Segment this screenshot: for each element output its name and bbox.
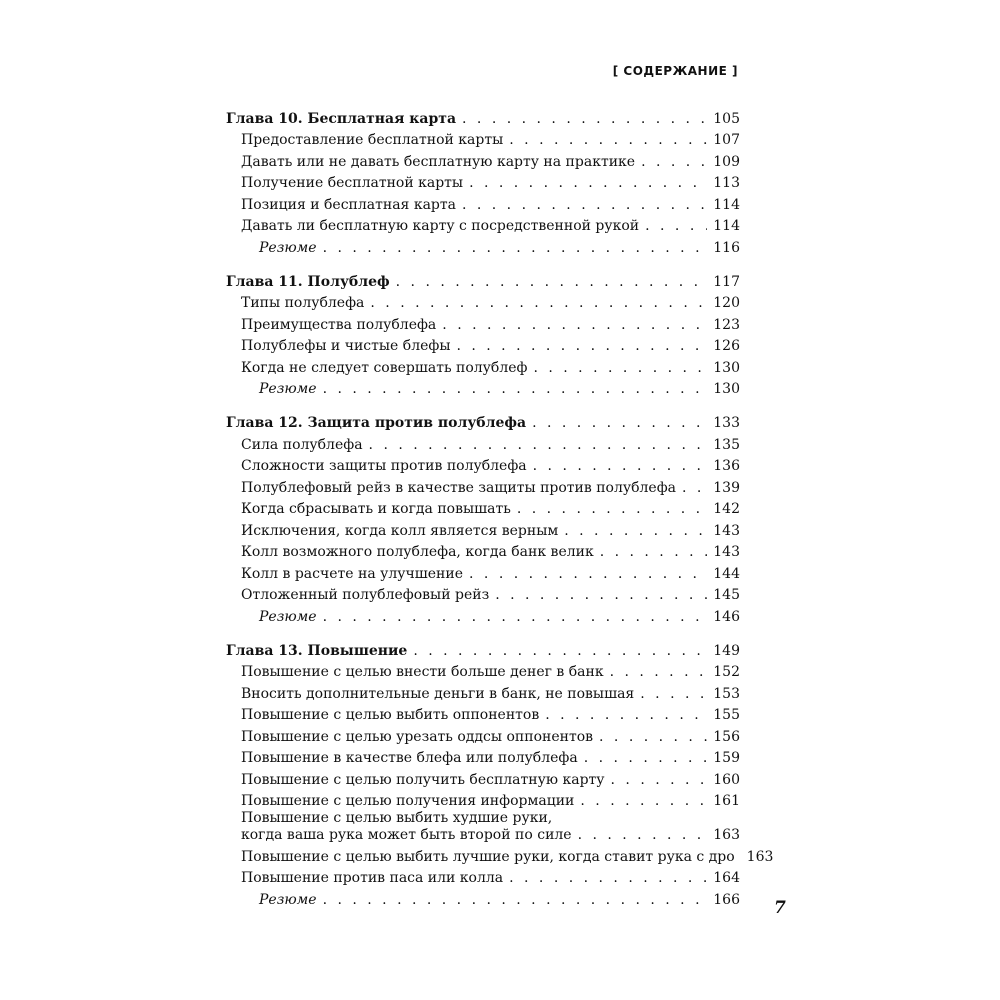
entry-title: Повышение с целью урезать оддсы оппонентов [241, 728, 594, 745]
dot-leader [469, 566, 707, 583]
page-ref: 161 [713, 793, 740, 809]
dot-leader [462, 111, 707, 128]
dot-leader [545, 707, 707, 724]
toc-resume[interactable] [226, 377, 740, 399]
page-ref: 126 [713, 338, 740, 354]
page-ref: 166 [713, 891, 740, 908]
entry-title: Колл в расчете на улучшение [241, 565, 464, 582]
toc-resume[interactable] [226, 235, 740, 257]
dot-leader [509, 870, 707, 887]
toc-entry[interactable] [226, 561, 740, 583]
dot-leader [509, 132, 707, 149]
toc-resume[interactable] [226, 604, 740, 626]
dot-leader [323, 609, 708, 626]
page-ref: 116 [713, 239, 740, 256]
page-ref: 120 [713, 295, 740, 311]
dot-leader [469, 175, 707, 192]
chapter-title: Глава 11. Полублеф [226, 273, 390, 290]
page-ref: 146 [713, 608, 740, 625]
page-ref: 123 [713, 316, 740, 333]
dot-leader [370, 295, 707, 312]
toc-entry[interactable] [226, 746, 740, 768]
entry-title: Повышение с целью выбить оппонентов [241, 707, 540, 723]
toc-entry[interactable] [226, 312, 740, 334]
entry-title: Давать ли бесплатную карту с посредственной рукой [241, 218, 640, 234]
page-ref: 135 [713, 436, 740, 453]
page-ref: 143 [713, 544, 740, 560]
dot-leader [600, 544, 708, 561]
entry-title: Преимущества полублефа [241, 316, 437, 333]
page-ref: 117 [713, 273, 740, 290]
dot-leader [682, 480, 707, 497]
entry-title: Позиция и бесплатная карта [241, 196, 456, 213]
toc-entry[interactable] [226, 497, 740, 519]
toc-entry[interactable] [226, 192, 740, 214]
entry-title: Повышение с целью внести больше денег в банк [241, 664, 604, 680]
dot-leader [323, 892, 708, 909]
dot-leader [564, 523, 707, 540]
page-ref: 143 [713, 522, 740, 539]
entry-title: Давать или не давать бесплатную карту на практике [241, 153, 636, 170]
page-ref: 160 [713, 771, 740, 788]
entry-title: Когда сбрасывать и когда повышать [241, 501, 511, 517]
entry-title: Когда не следует совершать полублеф [241, 359, 528, 376]
page-ref: 159 [713, 750, 740, 766]
toc-entry[interactable] [226, 844, 774, 866]
page-ref: 130 [713, 359, 740, 376]
toc-entry[interactable] [226, 171, 740, 193]
page-ref: 144 [713, 565, 740, 582]
page-ref: 114 [713, 196, 740, 213]
toc-entry[interactable] [226, 866, 740, 888]
resume-title: Резюме [259, 239, 317, 256]
page-ref: 142 [713, 501, 740, 517]
entry-title: Получение бесплатной карты [241, 175, 464, 191]
page-ref: 133 [713, 415, 740, 431]
entry-title: Повышение с целью выбить лучшие руки, когда ставит рука с дро [241, 848, 735, 865]
entry-title: Вносить дополнительные деньги в банк, не повышая [241, 685, 635, 702]
dot-leader [645, 218, 707, 235]
dot-leader [578, 827, 708, 844]
entry-title: Сила полублефа [241, 436, 363, 453]
dot-leader [580, 793, 707, 810]
toc-entry[interactable] [226, 128, 740, 150]
toc-chapter-10[interactable] [226, 106, 740, 128]
page-ref: 164 [713, 870, 740, 886]
toc-chapter-12[interactable] [226, 411, 740, 433]
toc-entry[interactable] [226, 355, 740, 377]
entry-title: Полублефы и чистые блефы [241, 338, 451, 354]
page-ref: 136 [713, 458, 740, 474]
entry-title: Колл возможного полублефа, когда банк велик [241, 544, 594, 560]
chapter-title: Глава 12. Защита против полублефа [226, 415, 527, 431]
entry-title-line-2: когда ваша рука может быть второй по силе [241, 827, 572, 843]
dot-leader [533, 458, 708, 475]
page-ref: 107 [713, 132, 740, 148]
dot-leader [611, 772, 708, 789]
page-ref: 130 [713, 381, 740, 397]
resume-title: Резюме [259, 891, 317, 908]
chapter-title: Глава 10. Бесплатная карта [226, 110, 457, 127]
section-header: [ СОДЕРЖАНИЕ ] [612, 64, 738, 78]
dot-leader [584, 750, 708, 767]
page-ref: 139 [713, 479, 740, 496]
toc-entry[interactable] [226, 724, 740, 746]
dot-leader [495, 587, 707, 604]
entry-title: Исключения, когда колл является верным [241, 522, 559, 539]
dot-leader [599, 729, 707, 746]
page-ref: 163 [713, 827, 740, 843]
entry-title: Предоставление бесплатной карты [241, 132, 504, 148]
page-ref: 113 [713, 175, 740, 191]
page-number: 7 [774, 898, 786, 918]
dot-leader [323, 381, 708, 398]
dot-leader [442, 317, 707, 334]
entry-title: Сложности защиты против полублефа [241, 458, 527, 474]
toc-resume[interactable] [226, 887, 740, 909]
toc-entry[interactable] [226, 703, 740, 725]
page-ref: 163 [746, 848, 774, 865]
entry-title: Типы полублефа [241, 295, 365, 311]
entry-title: Отложенный полублефовый рейз [241, 587, 490, 603]
toc-entry[interactable] [226, 583, 740, 605]
entry-title-line-1: Повышение с целью выбить худшие руки, [241, 810, 553, 826]
page-ref: 153 [713, 685, 740, 702]
page-ref: 105 [713, 110, 740, 127]
page-ref: 149 [713, 642, 740, 659]
page-ref: 156 [713, 728, 740, 745]
entry-title: Повышение в качестве блефа или полублефа [241, 750, 578, 766]
dot-leader [640, 686, 707, 703]
dot-leader [517, 501, 707, 518]
dot-leader [369, 437, 708, 454]
toc-entry[interactable] [226, 789, 740, 811]
dot-leader [396, 274, 708, 291]
entry-title: Повышение с целью получения информации [241, 793, 575, 809]
toc-entry[interactable] [226, 334, 740, 356]
toc-entry[interactable] [226, 475, 740, 497]
toc-entry[interactable] [226, 681, 740, 703]
toc-entry[interactable] [226, 660, 740, 682]
entry-title-block [241, 810, 572, 844]
toc-entry[interactable] [226, 432, 740, 454]
toc-entry[interactable] [226, 214, 740, 236]
toc-entry[interactable] [226, 767, 740, 789]
dot-leader [413, 643, 707, 660]
page-ref: 145 [713, 587, 740, 603]
dot-leader [532, 415, 707, 432]
dot-leader [641, 154, 707, 171]
toc-entry[interactable] [226, 291, 740, 313]
page-ref: 114 [713, 218, 740, 234]
page-ref: 155 [713, 707, 740, 723]
entry-title: Полублефовый рейз в качестве защиты против полублефа [241, 479, 677, 496]
resume-title: Резюме [259, 381, 317, 397]
toc-chapter-13[interactable] [226, 638, 740, 660]
page-ref: 109 [713, 153, 740, 170]
dot-leader [456, 338, 707, 355]
entry-title: Повышение с целью получить бесплатную карту [241, 771, 605, 788]
toc-entry[interactable] [226, 454, 740, 476]
dot-leader [462, 197, 707, 214]
page-ref: 152 [713, 664, 740, 680]
toc-chapter-11[interactable] [226, 269, 740, 291]
resume-title: Резюме [259, 608, 317, 625]
toc-entry[interactable] [226, 540, 740, 562]
toc-entry[interactable] [226, 518, 740, 540]
toc-entry[interactable] [226, 149, 740, 171]
dot-leader [323, 240, 708, 257]
dot-leader [533, 360, 707, 377]
toc-entry-multiline[interactable] [226, 810, 740, 844]
entry-title: Повышение против паса или колла [241, 870, 504, 886]
chapter-title: Глава 13. Повышение [226, 642, 408, 659]
dot-leader [610, 664, 708, 681]
table-of-contents [226, 106, 774, 909]
